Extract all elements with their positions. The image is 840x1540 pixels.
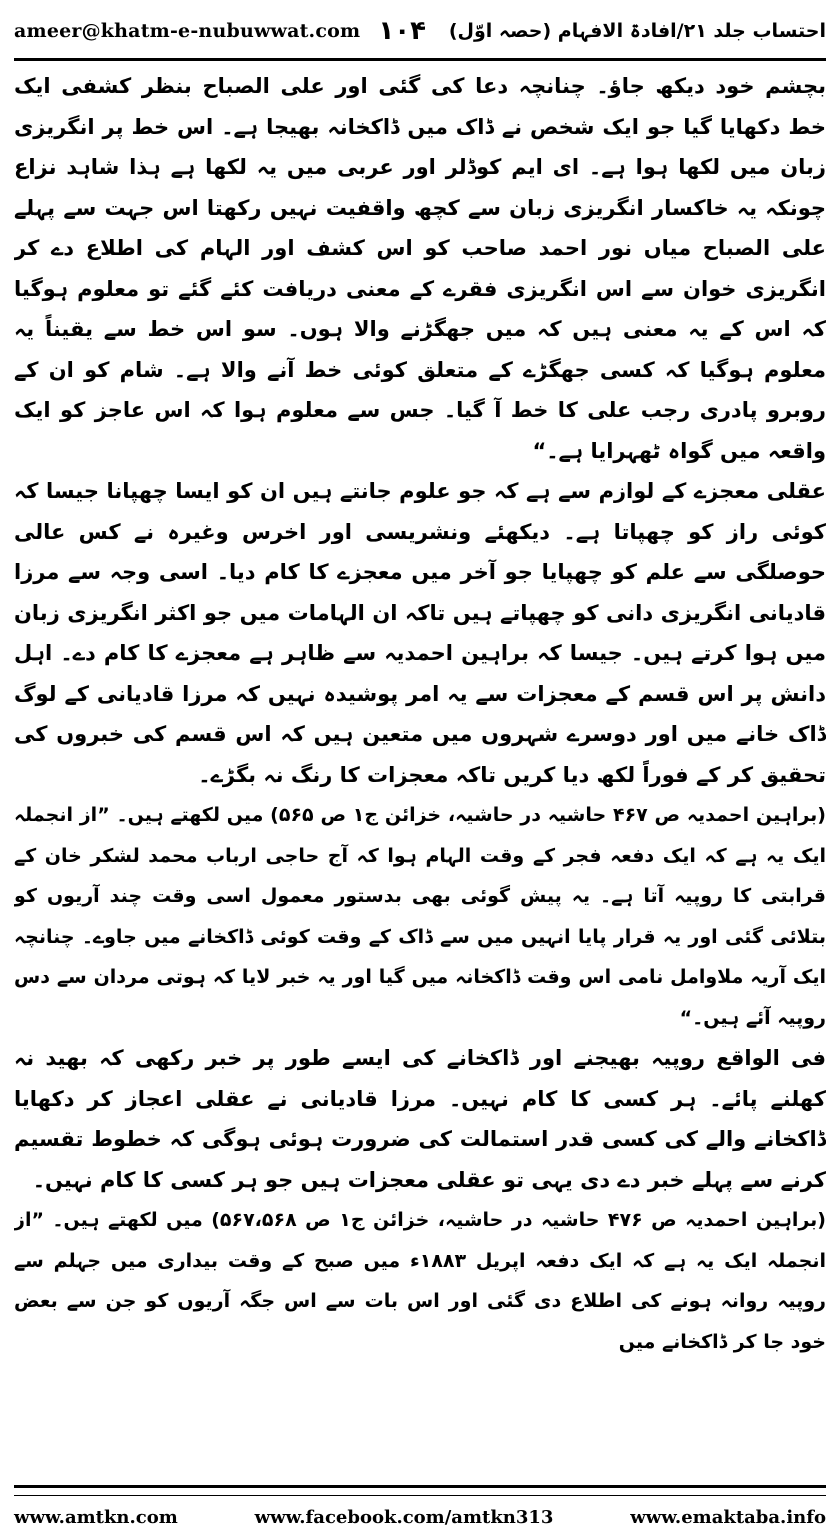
footer-link-facebook[interactable]: www.facebook.com/amtkn313	[254, 1506, 554, 1528]
paragraph-2: عقلی معجزے کے لوازم سے ہے کہ جو علوم جانتے ہیں ان کو ایسا چھپانا جیسا کہ کوئی راز کو چھپاتا ہے۔ دیکھئے ونشریسی اور اخرس وغیرہ نے کس عالی حوصلگی سے علم کو چھپایا جو آخر میں معجزے کا کام دیا۔ اسی وجہ سے مرزا قادیانی انگریزی دانی کو چھپاتے ہیں تاکہ ان الہامات میں جو اکثر انگریزی زبان میں ہوا کرتے ہیں۔ جیسا کہ براہین احمدیہ سے ظاہر ہے معجزے کا کام دے۔ اہل دانش پر اس قسم کے معجزات سے یہ امر پوشیدہ نہیں کہ مرزا قادیانی کے لوگ ڈاک خانے میں اور دوسرے شہروں میں متعین ہیں کہ اس قسم کی خبروں کی تحقیق کر کے فوراً لکھ دیا کریں تاکہ معجزات کا رنگ نہ بگڑے۔	[14, 479, 826, 787]
citation-paragraph-1: (براہین احمدیہ ص ۴۶۷ حاشیہ در حاشیہ، خزائن ج۱ ص ۵۶۵) میں لکھتے ہیں۔ ”از انجملہ ایک یہ ہے کہ ایک دفعہ فجر کے وقت الہام ہوا کہ آج حاجی ارباب محمد لشکر خان کے قرابتی کا روپیہ آتا ہے۔ یہ پیش گوئی بھی بدستور معمول اسی وقت چند آریوں کو بتلائی گئی اور یہ قرار پایا انہیں میں سے ڈاک کے وقت کوئی ڈاکخانے میں جاوے۔ چنانچہ ایک آریہ ملاوامل نامی اس وقت ڈاکخانہ میں گیا اور یہ خبر لایا کہ ہوتی مردان سے دس روپیہ آئے ہیں۔“	[14, 804, 826, 1029]
book-title: احتساب جلد ۲۱/افادۃ الافہام (حصہ اوّل)	[448, 20, 826, 42]
page-body	[14, 66, 826, 1474]
paragraph-1: بچشم خود دیکھ جاؤ۔ چنانچہ دعا کی گئی اور علی الصباح بنظر کشفی ایک خط دکھایا گیا جو ایک شخص نے ڈاک میں ڈاکخانہ بھیجا ہے۔ اس خط پر انگریزی زبان میں لکھا ہوا ہے۔ ای ایم کوڈلر اور عربی میں یہ لکھا ہے ہذا شاہد نزاع چونکہ یہ خاکسار انگریزی زبان سے کچھ واقفیت نہیں رکھتا اس جہت سے پہلے علی الصباح میاں نور احمد صاحب کو اس کشف اور الہام کی اطلاع دے کر انگریزی خوان سے اس انگریزی فقرے کے معنی دریافت کئے گئے تو معلوم ہوگیا کہ اس کے یہ معنی ہیں کہ میں جھگڑنے والا ہوں۔ سو اس خط سے یقیناً یہ معلوم ہوگیا کہ کسی جھگڑے کے متعلق کوئی خط آنے والا ہے۔ شام کو ان کے روبرو پادری رجب علی کا خط آ گیا۔ جس سے معلوم ہوا کہ اس عاجز کو ایک واقعہ میں گواہ ٹھہرایا ہے۔“	[14, 74, 826, 463]
page-header	[14, 8, 826, 54]
footer-divider-thick	[14, 1485, 826, 1488]
footer-link-emaktaba[interactable]: www.emaktaba.info	[630, 1506, 826, 1528]
header-left	[14, 16, 426, 46]
page-footer	[14, 1500, 826, 1534]
footer-divider-thin	[14, 1495, 826, 1496]
footer-link-amtkn[interactable]: www.amtkn.com	[14, 1506, 178, 1528]
page-number: ۱۰۴	[378, 16, 426, 46]
paragraph-3: فی الواقع روپیہ بھیجنے اور ڈاکخانے کی ایسے طور پر خبر رکھی کہ بھید نہ کھلنے پائے۔ ہر کسی کا کام نہیں۔ مرزا قادیانی نے عقلی اعجاز کر دکھایا ڈاکخانے والے کی کسی قدر استمالت کی ضرورت ہوئی ہوگی کہ خطوط تقسیم کرنے سے پہلے خبر دے دی یہی تو عقلی معجزات ہیں جو ہر کسی کا کام نہیں۔	[14, 1046, 826, 1192]
email-address: ameer@khatm-e-nubuwwat.com	[14, 20, 361, 42]
header-divider	[14, 58, 826, 61]
citation-paragraph-2: (براہین احمدیہ ص ۴۷۶ حاشیہ در حاشیہ، خزائن ج۱ ص ۵۶۷،۵۶۸) میں لکھتے ہیں۔ ”از انجملہ ایک یہ ہے کہ ایک دفعہ اپریل ۱۸۸۳ء میں صبح کے وقت بیداری میں جہلم سے روپیہ روانہ ہونے کی اطلاع دی گئی اور اس بات سے اس جگہ آریوں کو جن سے بعض خود جا کر ڈاکخانے میں	[14, 1209, 826, 1353]
